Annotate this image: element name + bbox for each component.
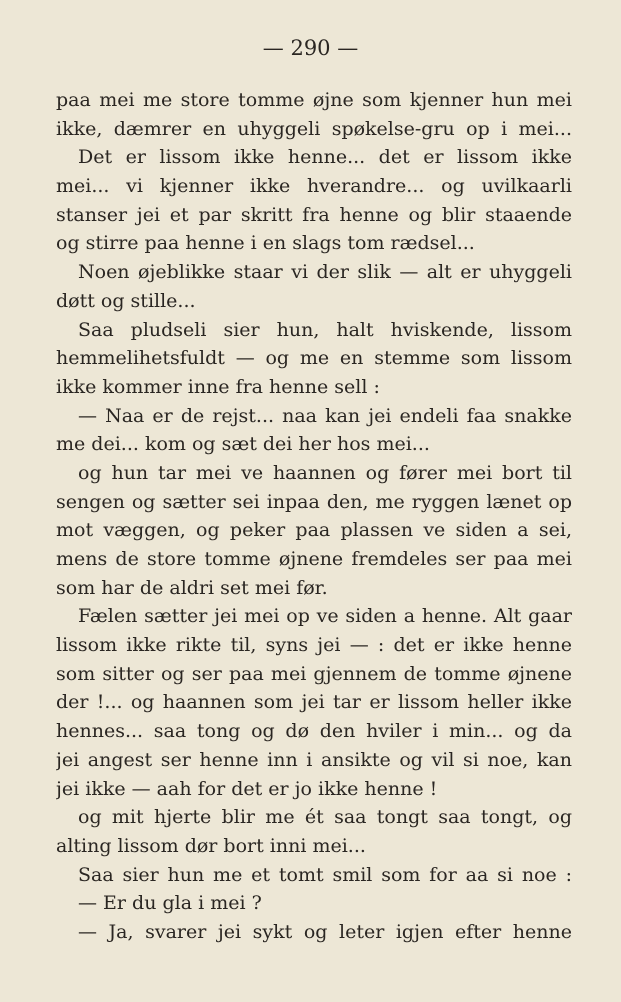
text-line: — Naa er de rejst... naa kan jei endeli faa snakke <box>78 404 572 427</box>
text-line: døtt og stille... <box>56 289 196 312</box>
text-line: Saa pludseli sier hun, halt hviskende, lissom <box>78 318 572 341</box>
text-line: jei angest ser henne inn i ansikte og vil si noe, kan <box>56 748 572 771</box>
text-line: — Er du gla i mei ? <box>78 892 262 915</box>
text-line: stanser jei et par skritt fra henne og blir staaende <box>56 203 572 226</box>
text-line: som sitter og ser paa mei gjennem de tomme øjnene <box>56 662 572 685</box>
text-line: hennes... saa tong og dø den hviler i min... og da <box>56 720 572 743</box>
text-line: lissom ikke rikte til, syns jei — : det er ikke henne <box>56 634 572 657</box>
text-line: sengen og sætter sei inpaa den, me ryggen lænet op <box>56 490 572 513</box>
text-line: der !... og haannen som jei tar er lissom heller ikke <box>56 691 572 714</box>
body-text <box>56 86 572 947</box>
text-line: Noen øjeblikke staar vi der slik — alt er uhyggeli <box>78 261 572 284</box>
text-line: mot væggen, og peker paa plassen ve siden a sei, <box>56 519 572 542</box>
text-line: ikke, dæmrer en uhyggeli spøkelse-gru op i mei... <box>56 117 572 140</box>
text-line: hemmelihetsfuldt — og me en stemme som lissom <box>56 347 572 370</box>
text-line: ikke kommer inne fra henne sell : <box>56 375 380 398</box>
text-line: og mit hjerte blir me ét saa tongt saa tongt, og <box>78 806 572 829</box>
page-number: — 290 — <box>262 36 359 60</box>
text-line: Fælen sætter jei mei op ve siden a henne. Alt gaar <box>78 605 572 628</box>
text-line: Saa sier hun me et tomt smil som for aa si noe : <box>78 863 572 886</box>
text-line: mens de store tomme øjnene fremdeles ser paa mei <box>56 548 572 570</box>
text-line: som har de aldri set mei før. <box>56 576 328 599</box>
text-line: — Ja, svarer jei sykt og leter igjen efter henne <box>78 920 572 943</box>
text-line: Det er lissom ikke henne... det er lissom ikke <box>78 146 572 169</box>
text-line: og hun tar mei ve haannen og fører mei bort til <box>78 461 572 484</box>
text-line: me dei... kom og sæt dei her hos mei... <box>56 433 430 456</box>
text-line: mei... vi kjenner ikke hverandre... og uvilkaarli <box>56 175 572 198</box>
text-line: og stirre paa henne i en slags tom rædsel... <box>56 232 475 255</box>
text-line: paa mei me store tomme øjne som kjenner hun mei <box>56 89 572 111</box>
text-line: jei ikke — aah for det er jo ikke henne ! <box>56 777 438 800</box>
text-line: alting lissom dør bort inni mei... <box>56 834 366 857</box>
